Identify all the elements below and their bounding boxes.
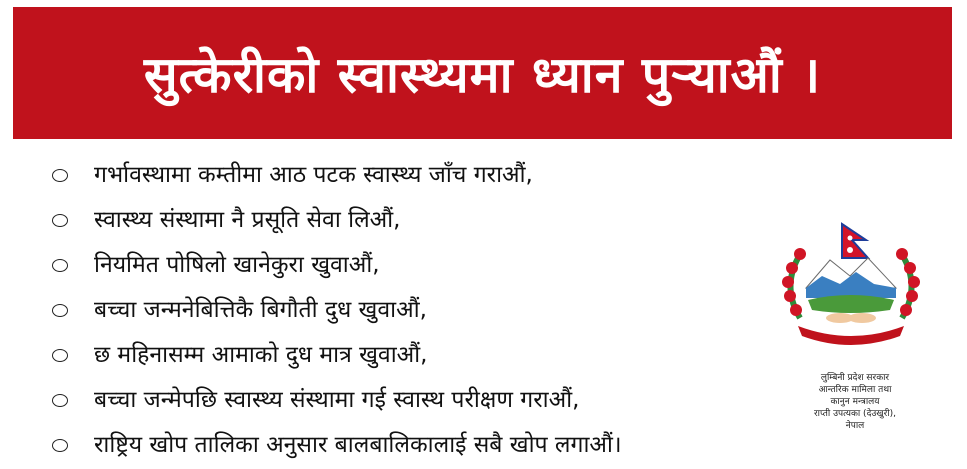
list-item-text: राष्ट्रिय खोप तालिका अनुसार बालबालिकालाई सबै खोप लगाऔं। [94, 431, 622, 458]
bullet-circle-icon [52, 169, 68, 182]
office-line: लुम्बिनी प्रदेश सरकार [820, 373, 890, 383]
office-line: राप्ती उपत्यका (देउखुरी), [813, 409, 897, 419]
list-item-text: गर्भावस्थामा कम्तीमा आठ पटक स्वास्थ्य जाँच गराऔं, [94, 161, 533, 188]
bullet-circle-icon [52, 259, 68, 272]
list-item [52, 330, 622, 375]
list-item [52, 420, 622, 465]
office-address [800, 372, 910, 432]
list-item-text: बच्चा जन्मनेबित्तिकै बिगौती दुध खुवाऔं, [94, 296, 427, 323]
bullet-circle-icon [52, 394, 68, 407]
list-item-text: बच्चा जन्मेपछि स्वास्थ्य संस्थामा गई स्वास्थ परीक्षण गराऔं, [94, 386, 580, 413]
map-icon [808, 295, 894, 313]
office-line: नेपाल [845, 421, 865, 431]
list-item [52, 150, 622, 195]
nepal-emblem-icon [770, 218, 932, 348]
bullet-circle-icon [52, 304, 68, 317]
title-banner [13, 7, 952, 139]
list-item [52, 195, 622, 240]
list-item [52, 240, 622, 285]
handshake-icon [826, 313, 876, 323]
office-line: कानुन मन्त्रालय [830, 397, 880, 407]
office-line: आन्तरिक मामिला तथा [818, 385, 892, 395]
list-item [52, 285, 622, 330]
bullet-circle-icon [52, 349, 68, 362]
advice-list [52, 150, 622, 465]
bullet-circle-icon [52, 439, 68, 452]
mountain-icon [806, 258, 896, 298]
motto-ribbon-icon [798, 326, 904, 345]
list-item-text: स्वास्थ्य संस्थामा नै प्रसूति सेवा लिऔं, [94, 206, 401, 233]
list-item [52, 375, 622, 420]
list-item-text: नियमित पोषिलो खानेकुरा खुवाऔं, [94, 251, 380, 278]
flag-icon [842, 224, 868, 258]
bullet-circle-icon [52, 214, 68, 227]
banner-title: सुत्केरीको स्वास्थ्यमा ध्यान पुऱ्याऔं । [143, 46, 822, 104]
list-item-text: छ महिनासम्म आमाको दुध मात्र खुवाऔं, [94, 341, 428, 368]
